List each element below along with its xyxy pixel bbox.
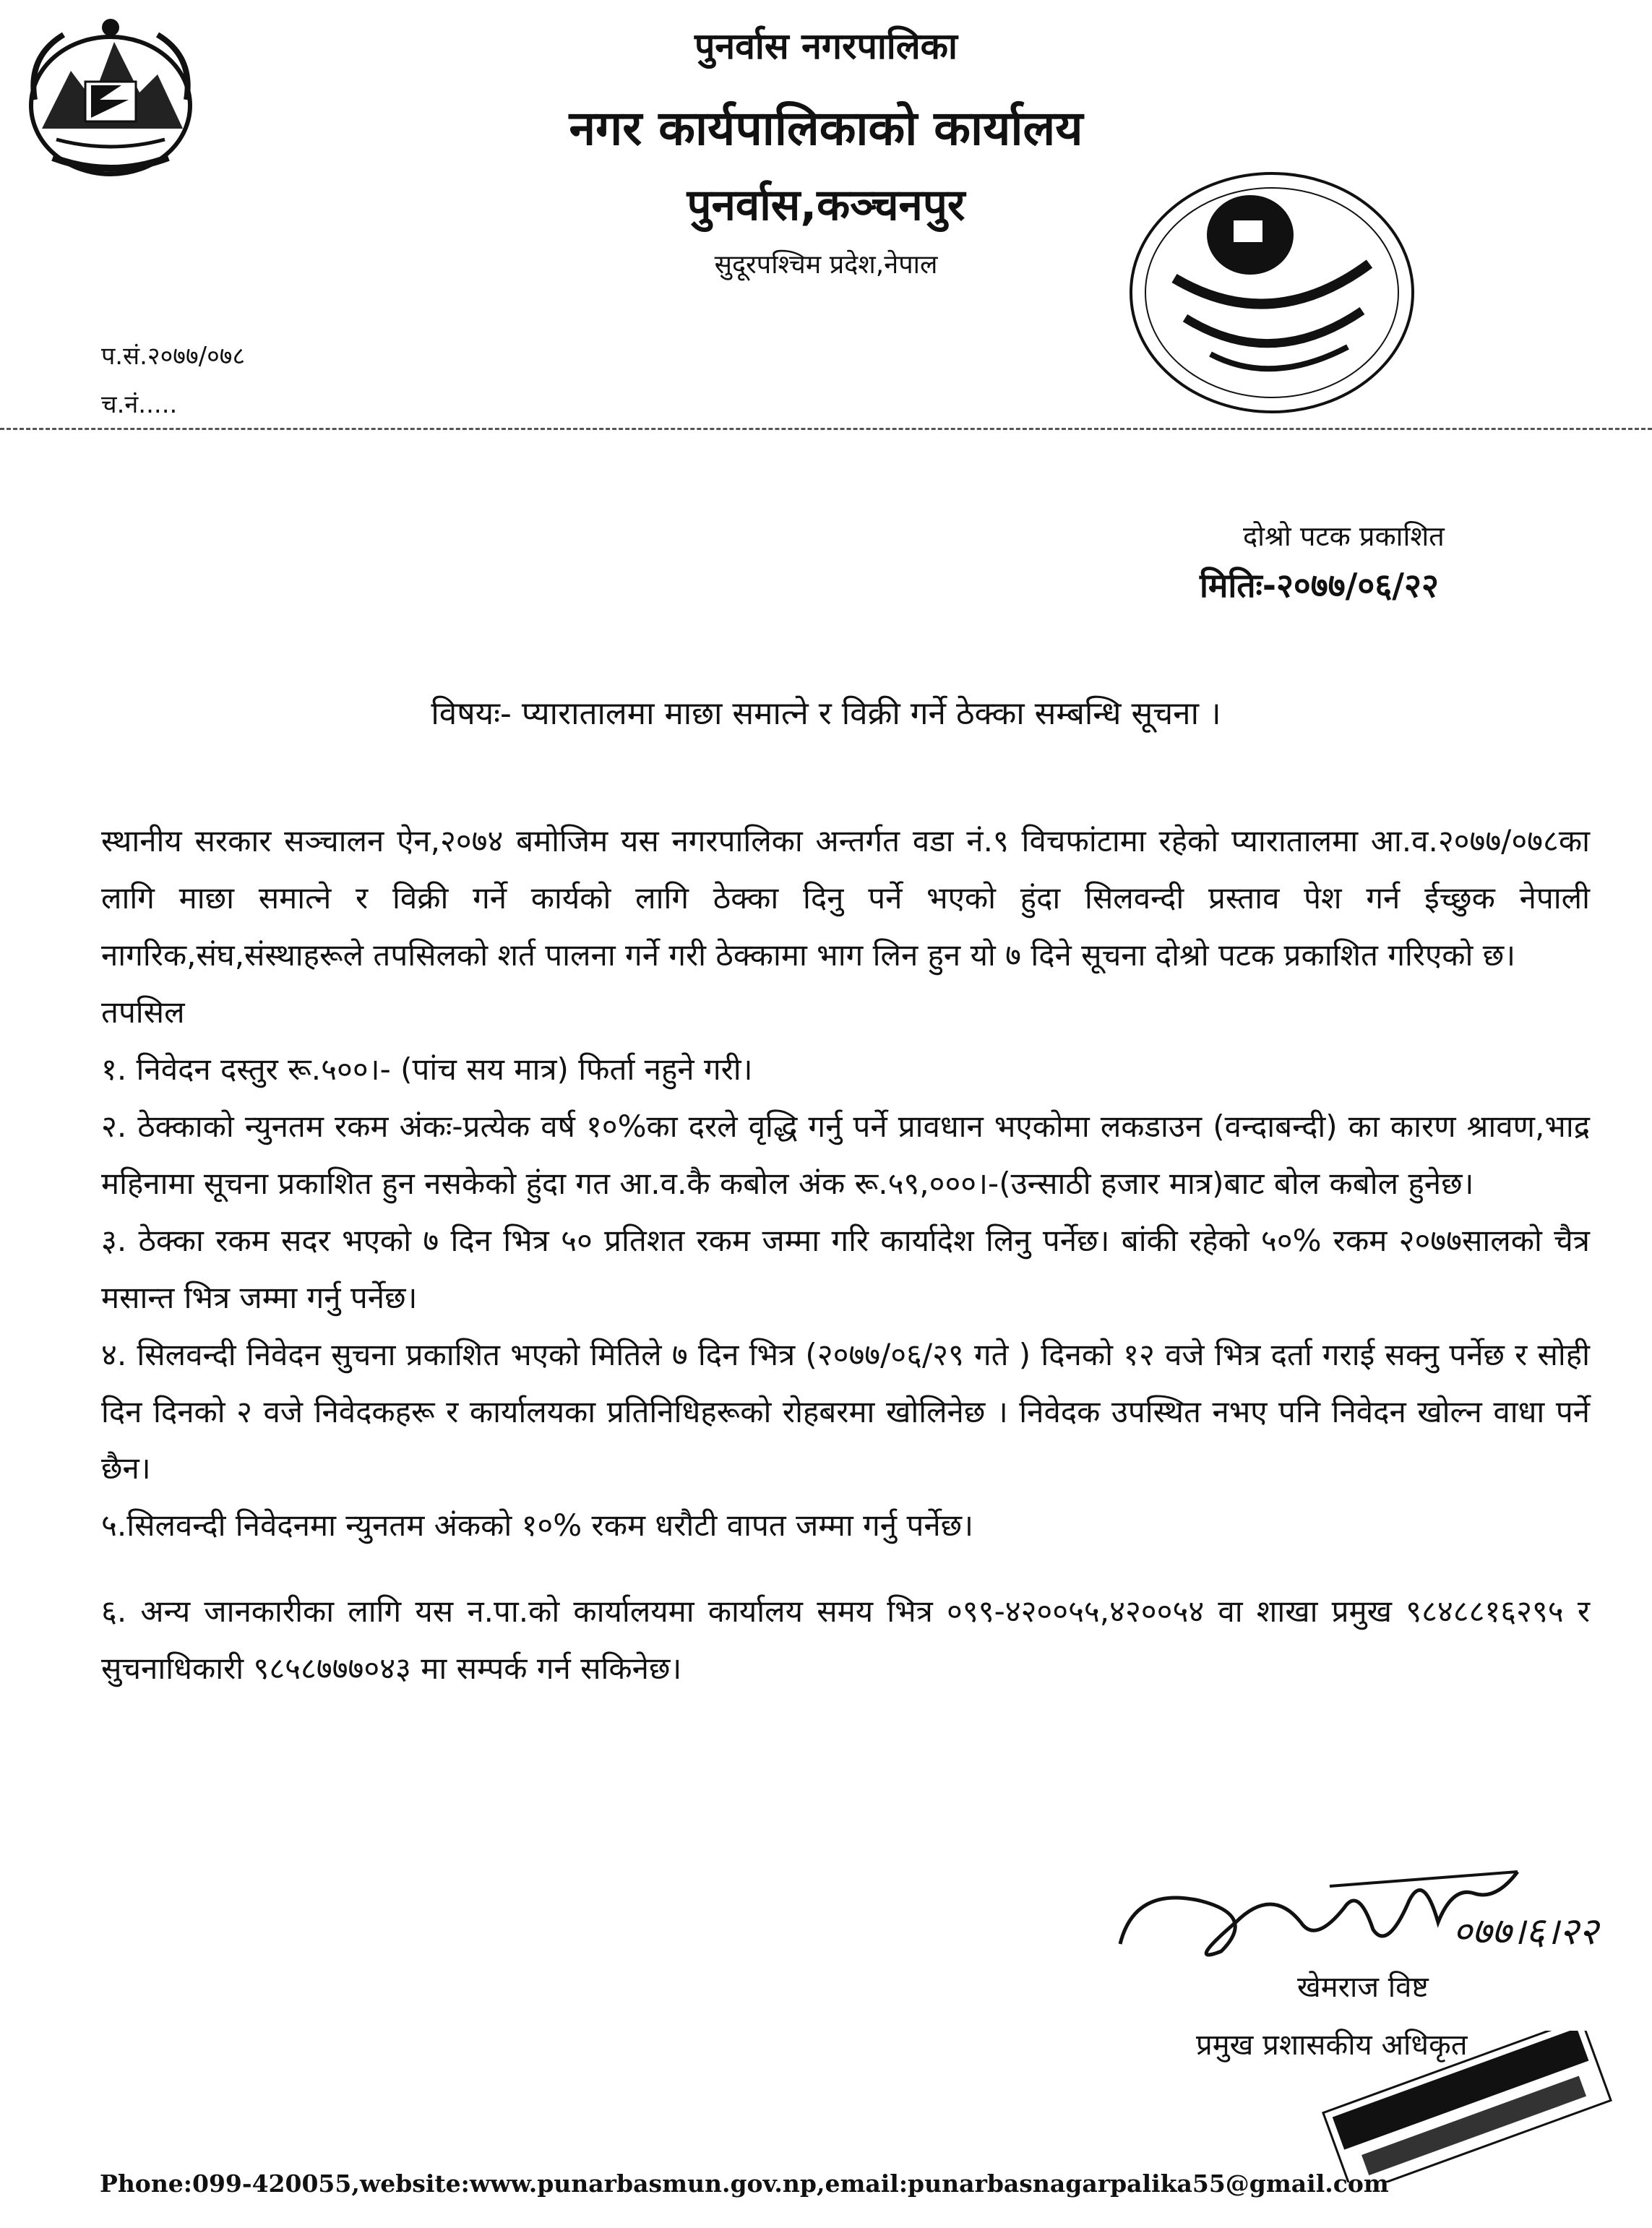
signature-date: ०७७।६।२२	[1453, 1910, 1599, 1953]
condition-item: ५.सिलवन्दी निवेदनमा न्युनतम अंकको १०% रकम धरौटी वापत जम्मा गर्नु पर्नेछ।	[101, 1507, 973, 1544]
notice-body	[101, 813, 1590, 1698]
office-stamp	[1117, 155, 1427, 430]
signatory-name: खेमराज विष्ट	[1297, 1971, 1429, 2004]
office-name: नगर कार्यपालिकाको कार्यालय	[569, 100, 1083, 156]
office-location: पुनर्वास,कञ्चनपुर	[687, 180, 965, 231]
signature-scribble	[1113, 1857, 1619, 1973]
condition-item: ६. अन्य जानकारीका लागि यस न.पा.को कार्यालयमा कार्यालय समय भित्र ०९९-४२००५५,४२००५४ वा शाखा प्रमुख ९८४८८१६२९५ र सुचनाधिकारी ९८५८७७७०४३ मा सम्पर्क गर्न सकिनेछ।	[101, 1593, 1590, 1687]
condition-item: ४. सिलवन्दी निवेदन सुचना प्रकाशित भएको मितिले ७ दिन भित्र (२०७७/०६/२९ गते ) दिनको १२ वजे भित्र दर्ता गराई सक्नु पर्नेछ र सोही दिन दिनको २ वजे निवेदकहरू र कार्यालयका प्रतिनिधिहरूको रोहबरमा खोलिनेछ । निवेदक उपस्थित नभए पनि निवेदन खोल्न वाधा पर्ने छैन।	[101, 1336, 1590, 1487]
dispatch-number: च.नं.....	[101, 390, 178, 419]
condition-item: ३. ठेक्का रकम सदर भएको ७ दिन भित्र ५० प्रतिशत रकम जम्मा गरि कार्यादेश लिनु पर्नेछ। बांकी रहेको ५०% रकम २०७७सालको चैत्र मसान्त भित्र जम्मा गर्नु पर्नेछ।	[101, 1222, 1590, 1315]
notice-subject: विषयः- प्यारातालमा माछा समात्ने र विक्री गर्ने ठेक्का सम्बन्धि सूचना ।	[431, 695, 1221, 732]
contact-footer: Phone:099-420055,website:www.punarbasmun.gov.np,email:punarbasnagarpalika55@gmail.com	[100, 2169, 1389, 2198]
intro-paragraph: स्थानीय सरकार सञ्चालन ऐन,२०७४ बमोजिम यस नगरपालिका अन्तर्गत वडा नं.९ विचफांटामा रहेको प्यारातालमा आ.व.२०७७/०७८का लागि माछा समात्ने र विक्री गर्ने कार्यको लागि ठेक्का दिनु पर्ने भएको हुंदा सिलवन्दी प्रस्ताव पेश गर्न ईच्छुक नेपाली नागरिक,संघ,संस्थाहरूले तपसिलको शर्त पालना गर्ने गरी ठेक्कामा भाग लिन हुन यो ७ दिने सूचना दोश्रो पटक प्रकाशित गरिएको छ।	[101, 823, 1590, 973]
signatory-title: प्रमुख प्रशासकीय अधिकृत	[1196, 2029, 1468, 2062]
condition-item: २. ठेक्काको न्युनतम रकम अंकः-प्रत्येक वर्ष १०%का दरले वृद्धि गर्नु पर्ने प्रावधान भएकोमा लकडाउन (वन्दाबन्दी) का कारण श्रावण,भाद्र महिनामा सूचना प्रकाशित हुन नसकेको हुंदा गत आ.व.कै कबोल अंक रू.५९,०००।-(उन्साठी हजार मात्र)बाट बोल कबोल हुनेछ।	[101, 1108, 1590, 1201]
tapsil-heading: तपसिल	[101, 994, 185, 1030]
officer-seal	[1315, 2031, 1619, 2182]
header-divider	[0, 428, 1652, 430]
publication-note: दोश्रो पटक प्रकाशित	[1243, 520, 1445, 552]
municipality-name: पुनर्वास नगरपालिका	[694, 25, 958, 67]
province-line: सुदूरपश्चिम प्रदेश,नेपाल	[714, 250, 938, 280]
condition-item: १. निवेदन दस्तुर रू.५००।- (पांच सय मात्र) फिर्ता नहुने गरी।	[101, 1051, 753, 1087]
letter-number: प.सं.२०७७/०७८	[101, 342, 246, 371]
notice-date: मितिः-२०७७/०६/२२	[1200, 566, 1439, 605]
